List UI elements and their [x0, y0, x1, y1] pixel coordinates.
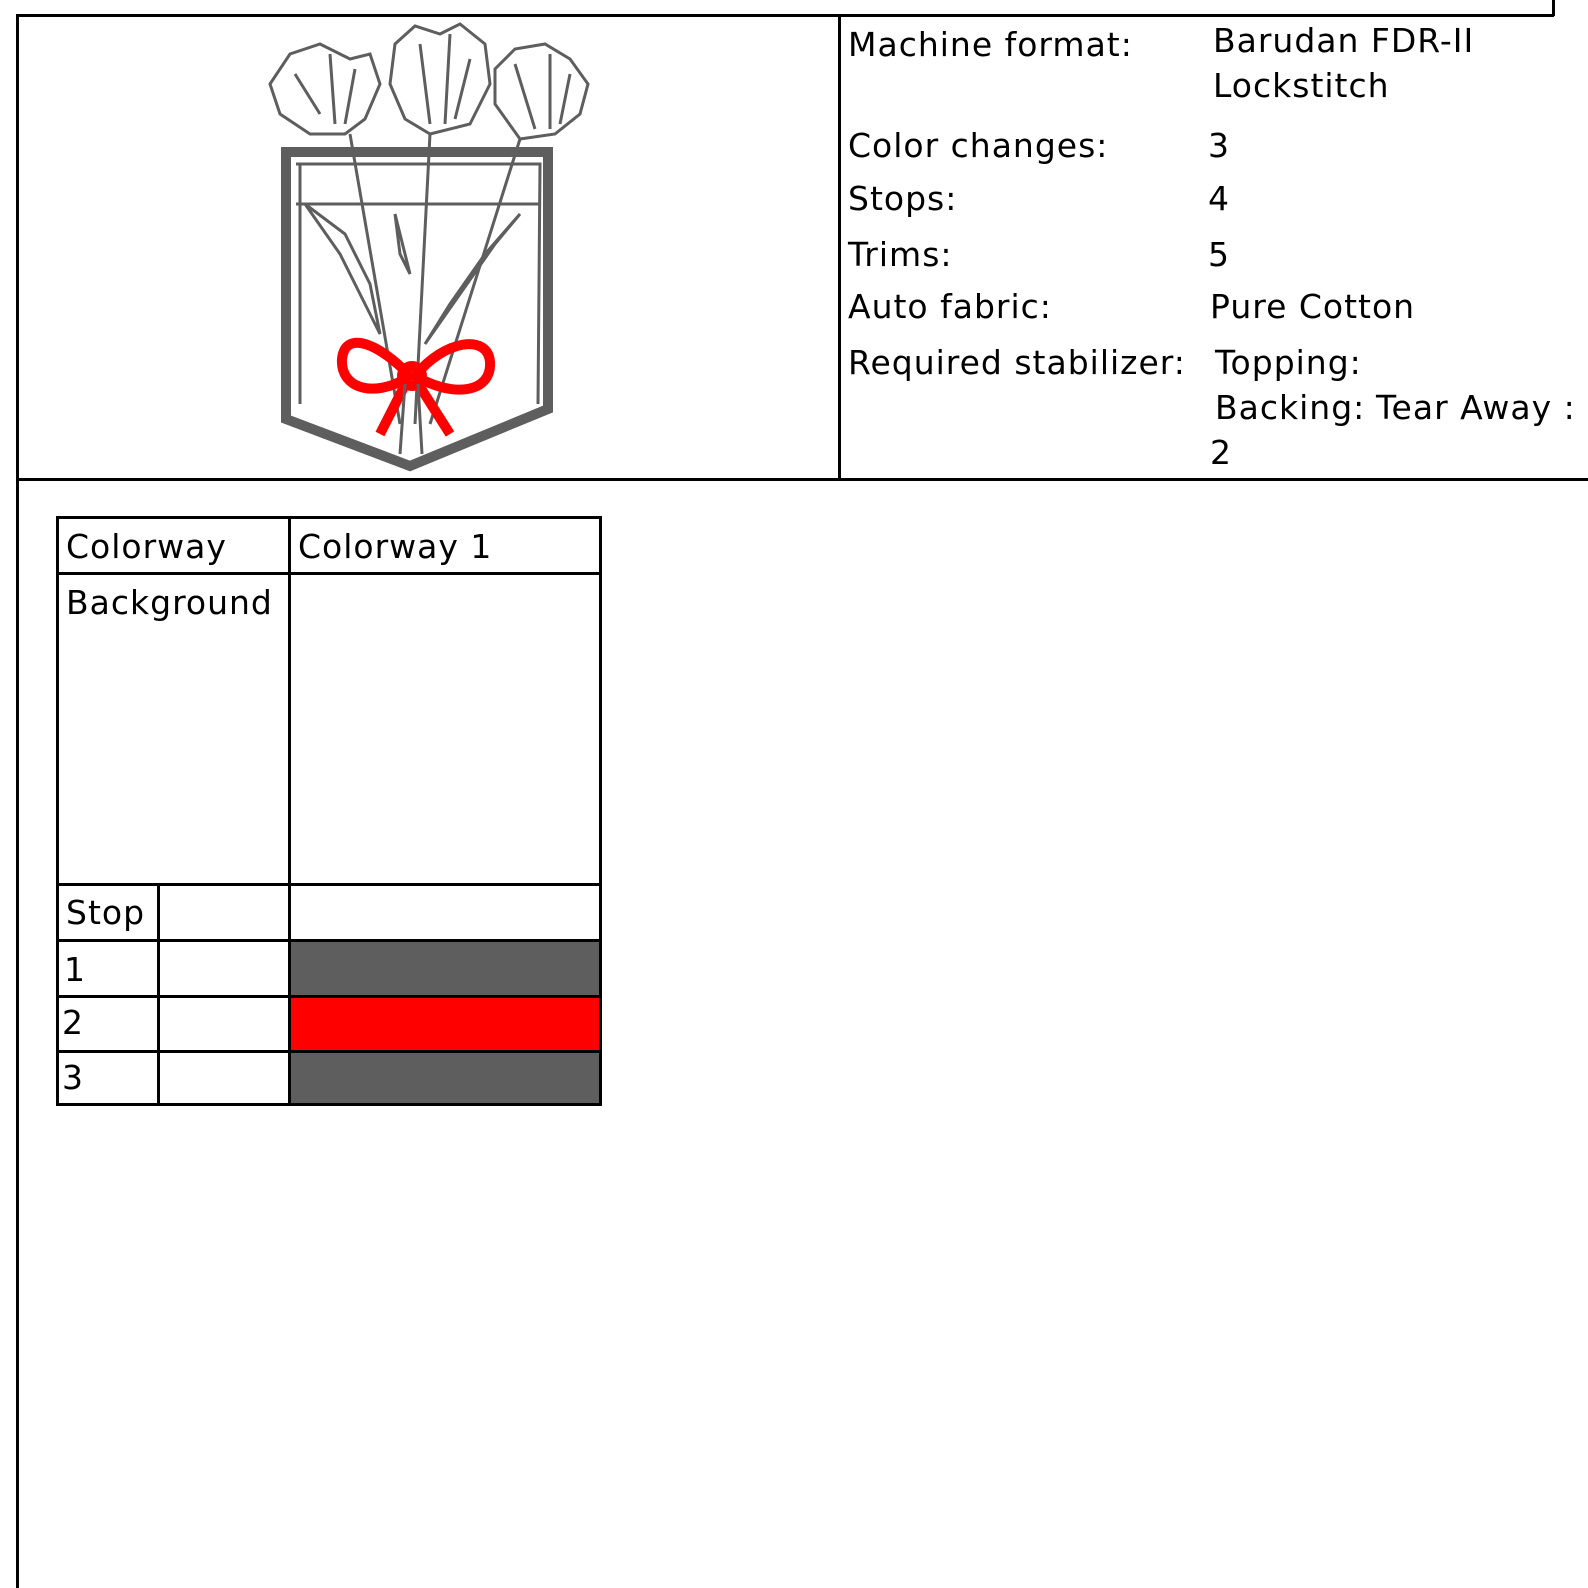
auto-fabric-value: Pure Cotton — [1210, 287, 1416, 326]
tulip-right-icon — [495, 44, 588, 139]
backing-count: 2 — [1210, 433, 1232, 472]
swatch-stop-1 — [291, 942, 599, 995]
stop-number-2: 2 — [62, 1003, 84, 1042]
machine-format-label: Machine format: — [848, 25, 1133, 64]
backing-label: Backing: — [1215, 388, 1366, 427]
colorway-header-value: Colorway 1 — [298, 527, 493, 566]
topping-label: Topping: — [1215, 343, 1362, 382]
tulip-center-icon — [390, 24, 490, 134]
background-label: Background — [66, 583, 273, 622]
machine-format-value: Barudan FDR-II — [1213, 21, 1475, 60]
color-changes-label: Color changes: — [848, 126, 1109, 165]
stops-label: Stops: — [848, 179, 958, 218]
pocket-icon — [286, 152, 548, 466]
backing-value: Tear Away : — [1376, 388, 1576, 427]
trims-value: 5 — [1208, 235, 1230, 274]
swatch-stop-2 — [291, 998, 599, 1050]
trims-label: Trims: — [848, 235, 953, 274]
machine-format-value-line2: Lockstitch — [1213, 66, 1390, 105]
tulip-left-icon — [270, 44, 380, 134]
design-image — [250, 14, 610, 474]
color-changes-value: 3 — [1208, 126, 1230, 165]
stop-header-label: Stop — [66, 893, 146, 932]
stabilizer-label: Required stabilizer: — [848, 343, 1186, 382]
info-divider — [838, 14, 841, 480]
top-border — [16, 14, 1554, 17]
stops-value: 4 — [1208, 179, 1230, 218]
swatch-stop-3 — [291, 1053, 599, 1103]
top-right-border — [1552, 0, 1555, 16]
left-border — [16, 14, 19, 1588]
auto-fabric-label: Auto fabric: — [848, 287, 1052, 326]
section-divider — [16, 478, 1588, 481]
stop-number-1: 1 — [64, 950, 86, 989]
stop-number-3: 3 — [62, 1058, 84, 1097]
colorway-header-label: Colorway — [66, 527, 227, 566]
